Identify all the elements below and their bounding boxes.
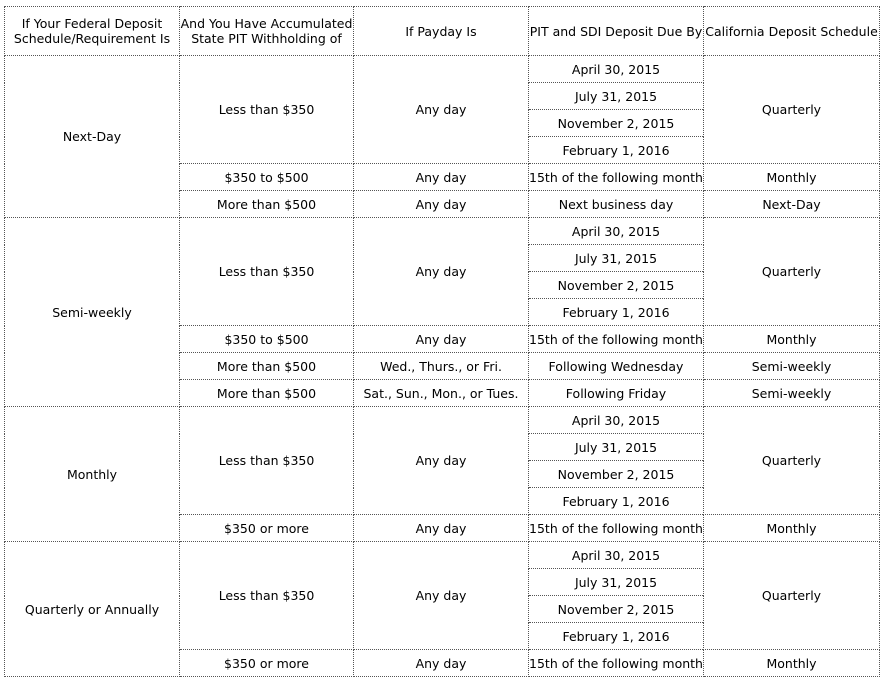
payday-cell: Any day (354, 56, 529, 164)
accumulated-withholding-cell: $350 or more (180, 650, 354, 677)
table-row (5, 542, 880, 569)
deposit-due-cell: 15th of the following month (529, 515, 704, 542)
deposit-due-cell: Following Wednesday (529, 353, 704, 380)
accumulated-withholding-cell: Less than $350 (180, 218, 354, 326)
header-deposit-due: PIT and SDI Deposit Due By (529, 7, 704, 56)
payday-cell: Wed., Thurs., or Fri. (354, 353, 529, 380)
deposit-due-cell: November 2, 2015 (529, 272, 704, 299)
header-accumulated-withholding: And You Have Accumulated State PIT Withholding of (180, 7, 354, 56)
deposit-due-cell: April 30, 2015 (529, 218, 704, 245)
accumulated-withholding-cell: More than $500 (180, 191, 354, 218)
federal-schedule-cell: Next-Day (5, 56, 180, 218)
payday-cell: Any day (354, 164, 529, 191)
deposit-due-cell: February 1, 2016 (529, 488, 704, 515)
deposit-due-cell: July 31, 2015 (529, 434, 704, 461)
california-schedule-cell: Monthly (704, 164, 880, 191)
deposit-due-cell: April 30, 2015 (529, 407, 704, 434)
deposit-due-cell: July 31, 2015 (529, 569, 704, 596)
federal-schedule-cell: Monthly (5, 407, 180, 542)
deposit-due-cell: 15th of the following month (529, 164, 704, 191)
california-schedule-cell: Next-Day (704, 191, 880, 218)
payday-cell: Any day (354, 191, 529, 218)
deposit-due-cell: November 2, 2015 (529, 110, 704, 137)
deposit-due-cell: November 2, 2015 (529, 596, 704, 623)
federal-schedule-cell: Quarterly or Annually (5, 542, 180, 677)
deposit-due-cell: Next business day (529, 191, 704, 218)
payday-cell: Sat., Sun., Mon., or Tues. (354, 380, 529, 407)
accumulated-withholding-cell: Less than $350 (180, 542, 354, 650)
table-row (5, 56, 880, 83)
header-california-schedule: California Deposit Schedule (704, 7, 880, 56)
california-schedule-cell: Monthly (704, 650, 880, 677)
california-schedule-cell: Semi-weekly (704, 380, 880, 407)
deposit-due-cell: 15th of the following month (529, 326, 704, 353)
payday-cell: Any day (354, 650, 529, 677)
table-body (5, 56, 880, 677)
california-schedule-cell: Quarterly (704, 218, 880, 326)
federal-schedule-cell: Semi-weekly (5, 218, 180, 407)
accumulated-withholding-cell: More than $500 (180, 353, 354, 380)
payday-cell: Any day (354, 218, 529, 326)
accumulated-withholding-cell: $350 to $500 (180, 164, 354, 191)
accumulated-withholding-cell: Less than $350 (180, 407, 354, 515)
deposit-due-cell: November 2, 2015 (529, 461, 704, 488)
california-schedule-cell: Quarterly (704, 542, 880, 650)
deposit-due-cell: April 30, 2015 (529, 56, 704, 83)
accumulated-withholding-cell: $350 to $500 (180, 326, 354, 353)
accumulated-withholding-cell: More than $500 (180, 380, 354, 407)
table-row (5, 218, 880, 245)
deposit-due-cell: April 30, 2015 (529, 542, 704, 569)
california-schedule-cell: Monthly (704, 326, 880, 353)
deposit-schedule-table (4, 6, 880, 677)
header-federal-schedule: If Your Federal Deposit Schedule/Requirement Is (5, 7, 180, 56)
header-payday: If Payday Is (354, 7, 529, 56)
table-row (5, 407, 880, 434)
accumulated-withholding-cell: $350 or more (180, 515, 354, 542)
deposit-due-cell: February 1, 2016 (529, 299, 704, 326)
california-schedule-cell: Monthly (704, 515, 880, 542)
deposit-due-cell: February 1, 2016 (529, 137, 704, 164)
payday-cell: Any day (354, 407, 529, 515)
header-row (5, 7, 880, 56)
deposit-due-cell: July 31, 2015 (529, 245, 704, 272)
california-schedule-cell: Quarterly (704, 407, 880, 515)
accumulated-withholding-cell: Less than $350 (180, 56, 354, 164)
deposit-due-cell: February 1, 2016 (529, 623, 704, 650)
deposit-due-cell: July 31, 2015 (529, 83, 704, 110)
california-schedule-cell: Semi-weekly (704, 353, 880, 380)
deposit-due-cell: Following Friday (529, 380, 704, 407)
payday-cell: Any day (354, 326, 529, 353)
payday-cell: Any day (354, 515, 529, 542)
payday-cell: Any day (354, 542, 529, 650)
deposit-due-cell: 15th of the following month (529, 650, 704, 677)
california-schedule-cell: Quarterly (704, 56, 880, 164)
